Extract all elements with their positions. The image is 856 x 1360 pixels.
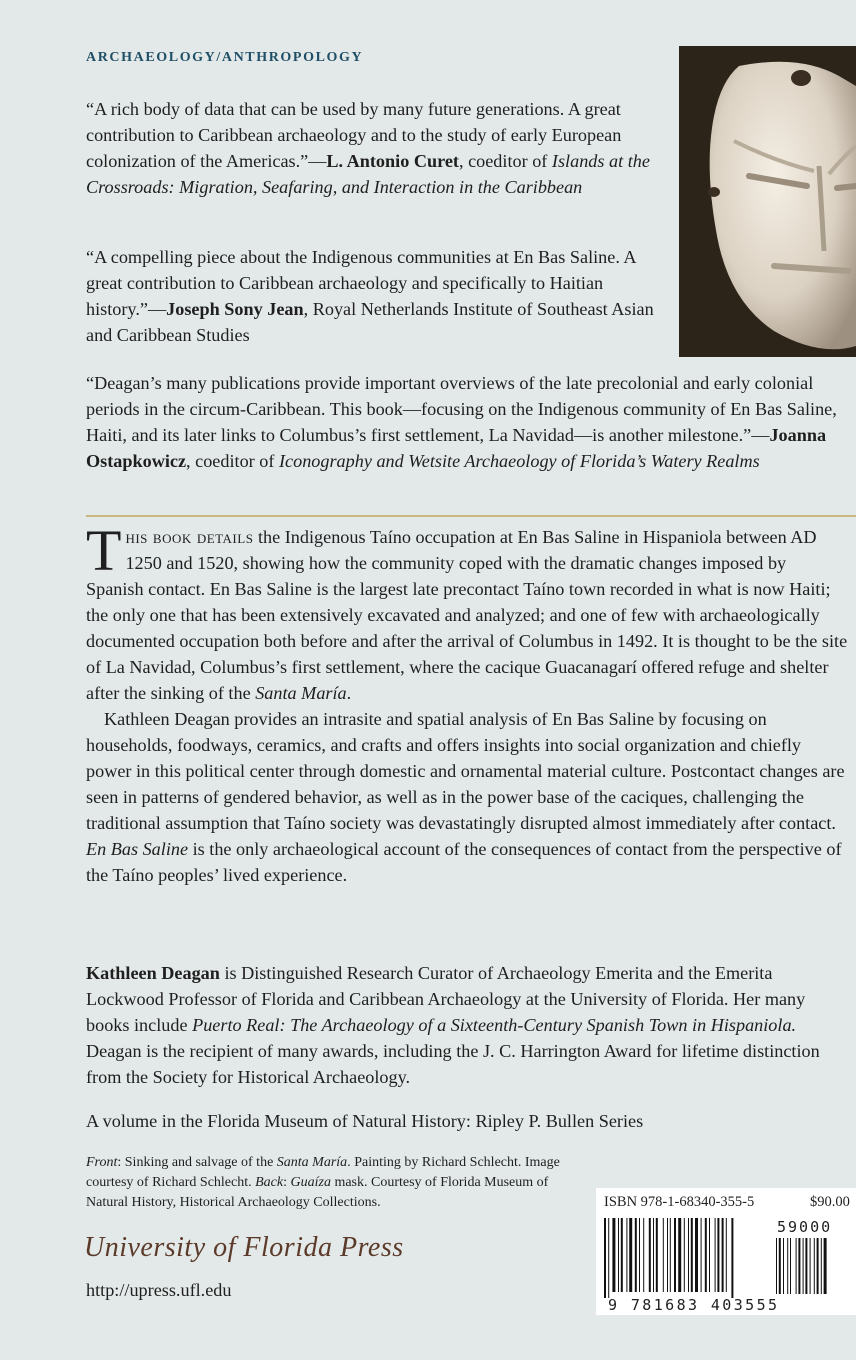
barcode-bar: [604, 1218, 606, 1298]
barcode-addon-bar: [779, 1238, 781, 1294]
barcode-bar: [695, 1218, 698, 1292]
barcode-bar: [731, 1218, 733, 1298]
barcode-bar: [612, 1218, 615, 1292]
barcode-addon-bar: [817, 1238, 819, 1294]
barcode-addon-bar: [798, 1238, 800, 1294]
barcode-bar: [656, 1218, 658, 1292]
barcode-addon-bar: [805, 1238, 807, 1294]
publisher-url[interactable]: http://upress.ufl.edu: [86, 1280, 232, 1300]
guaiza-mask-photo: [679, 46, 856, 357]
barcode-bar: [670, 1218, 671, 1292]
blurb-quote-ostapkowicz: “Deagan’s many publications provide important overviews of the late precolonial and early colonial periods in the circum-Caribbean. This book—focusing on the Indigenous community of En Bas Saline, Haiti, and its later links to Columbus’s first settlement, La Navidad—is another milestone.”—Joanna Ostapkowicz, coeditor of Iconography and Wetsite Archaeology of Florida’s Watery Realms: [86, 373, 837, 471]
barcode-bar: [618, 1218, 619, 1292]
barcode-bar: [667, 1218, 668, 1292]
barcode-bar: [663, 1218, 664, 1292]
barcode-bar: [715, 1218, 716, 1292]
isbn-number: ISBN 978-1-68340-355-5: [604, 1194, 755, 1210]
blurb-quote-jean: “A compelling piece about the Indigenous communities at En Bas Saline. A great contribution to Caribbean archaeology and specifically to Haitian history.”—Joseph Sony Jean, Royal Netherlands Institute of Southeast Asian and Caribbean Studies: [86, 247, 654, 345]
category-label: ARCHAEOLOGY/ANTHROPOLOGY: [86, 50, 364, 65]
barcode-addon-bar: [790, 1238, 791, 1294]
barcode-bar: [691, 1218, 693, 1292]
barcode-bar: [684, 1218, 685, 1292]
barcode-bar: [674, 1218, 676, 1292]
barcode-bar: [629, 1218, 632, 1292]
book-description: [86, 518, 848, 888]
barcode-bar: [621, 1218, 623, 1292]
barcode-bar: [701, 1218, 702, 1292]
barcode-bar: [709, 1218, 710, 1292]
barcode-bar: [626, 1218, 627, 1292]
barcode-bar: [678, 1218, 681, 1292]
barcode-bar: [688, 1218, 689, 1292]
barcode-bar: [717, 1218, 719, 1292]
description-paragraph-1: This book details the Indigenous Taíno occupation at En Bas Saline in Hispaniola between AD 1250 and 1520, showing how the community coped with the dramatic changes imposed by Spanish contact. En Bas Saline is the largest late precontact Taíno town recorded in what is now Haiti; the only one that has been extensively excavated and analyzed; and one of few with archaeologically documented occupation both before and after the arrival of Columbus in 1492. It is thought to be the site of La Navidad, Columbus’s first settlement, where the cacique Guacanagarí offered refuge and shelter after the sinking of the Santa María.: [86, 518, 848, 703]
barcode-addon-bar: [796, 1238, 797, 1294]
drop-cap: T: [86, 518, 122, 583]
series-note: A volume in the Florida Museum of Natural History: Ripley P. Bullen Series: [86, 1111, 644, 1131]
barcode-addon-bar: [814, 1238, 815, 1294]
barcode-addon-bar: [776, 1238, 777, 1294]
barcode-digits: 9 781683 403555: [608, 1296, 780, 1314]
cover-credits: Front: Sinking and salvage of the Santa María. Painting by Richard Schlecht. Image courtesy of Richard Schlecht. Back: Guaíza mask. Courtesy of Florida Museum of Natural History, Historical Archaeology Collections.: [86, 1155, 560, 1210]
price: $90.00: [810, 1194, 850, 1210]
barcode-bar: [639, 1218, 640, 1292]
barcode-addon-bar: [824, 1238, 827, 1294]
publisher-logo: University of Florida Press: [84, 1232, 404, 1263]
blurb-quote-curet: “A rich body of data that can be used by many future generations. A great contribution to Caribbean archaeology and to the study of early European colonization of the Americas.”—L. Antonio Curet, coeditor of Islands at the Crossroads: Migration, Seafaring, and Interaction in the Caribbean: [86, 99, 650, 197]
barcode-bar: [722, 1218, 724, 1292]
barcode-bar: [649, 1218, 651, 1292]
barcode-bar: [643, 1218, 644, 1292]
barcode-addon-bar: [783, 1238, 784, 1294]
description-paragraph-2: Kathleen Deagan provides an intrasite and spatial analysis of En Bas Saline by focusing on households, foodways, ceramics, and crafts and offers insights into social organization and chiefly power in this political center through domestic and ornamental material culture. Postcontact changes are seen in patterns of gendered behavior, as well as in the power base of the caciques, challenging the traditional assumption that Taíno society was devastatingly disrupted almost immediately after contact. En Bas Saline is the only archaeological account of the consequences of contact from the perspective of the Taíno peoples’ lived experience.: [86, 709, 845, 885]
barcode-addon-bar: [821, 1238, 822, 1294]
barcode-bar: [705, 1218, 707, 1292]
author-bio: Kathleen Deagan is Distinguished Research Curator of Archaeology Emerita and the Emerita Lockwood Professor of Florida and Caribbean Archaeology at the University of Florida. Her many books include Puerto Real: The Archaeology of a Sixteenth-Century Spanish Town in Hispaniola. Deagan is the recipient of many awards, including the J. C. Harrington Award for lifetime distinction from the Society for Historical Archaeology.: [86, 963, 820, 1087]
barcode-bar: [608, 1218, 609, 1298]
barcode-addon-bar: [787, 1238, 788, 1294]
barcode-block: [596, 1188, 856, 1315]
barcode-addon-digits: 59000: [777, 1218, 833, 1236]
divider-rule: [86, 515, 856, 517]
barcode-bar: [653, 1218, 654, 1292]
barcode-bar: [635, 1218, 637, 1292]
barcode-addon-bar: [803, 1238, 804, 1294]
barcode-addon-bar: [810, 1238, 811, 1294]
barcode-bar: [726, 1218, 727, 1292]
